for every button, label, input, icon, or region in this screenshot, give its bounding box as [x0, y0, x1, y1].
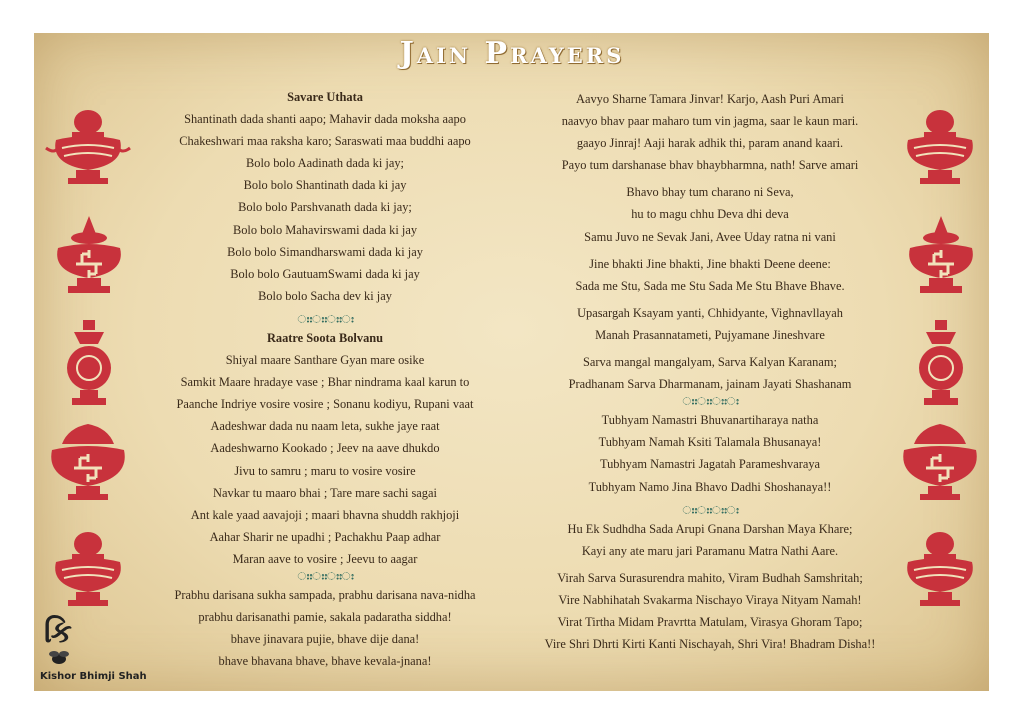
page-title: Jain Prayers — [399, 36, 625, 71]
kalash-swastika-icon — [46, 214, 132, 300]
prayer-line: Sarva mangal mangalyam, Sarva Kalyan Karanam; — [583, 355, 837, 370]
prayer-line: Pradhanam Sarva Dharmanam, jainam Jayati Shashanam — [568, 377, 852, 392]
right-column — [515, 88, 905, 655]
prayer-line: Tubhyam Namo Jina Bhavo Dadhi Shoshanaya!! — [588, 479, 832, 494]
kalash-icon — [44, 104, 132, 190]
prayer-line: Prabhu darisana sukha sampada, prabhu darisana nava-nidha — [174, 587, 476, 602]
prayer-line: Vire Shri Dhrti Kirti Kanti Nischayah, Shri Vira! Bhadram Disha!! — [544, 637, 876, 652]
prayer-line: bhave bhavana bhave, bhave kevala-jnana! — [218, 654, 432, 669]
prayer-line: Bolo bolo Sacha dev ki jay — [258, 288, 392, 303]
prayer-line: Bolo bolo Mahavirswami dada ki jay — [232, 222, 418, 237]
prayer-line: bhave jinavara pujie, bhave dije dana! — [230, 632, 420, 647]
kalash-swastika-icon — [44, 420, 132, 506]
left-column — [140, 86, 510, 672]
kalash-icon — [896, 528, 984, 614]
prayer-line: Tubhyam Namastri Jagatah Parameshvaraya — [599, 457, 821, 472]
prayer-line: Shantinath dada shanti aapo; Mahavir dada moksha aapo — [184, 112, 466, 127]
prayer-line: Aavyo Sharne Tamara Jinvar! Karjo, Aash Puri Amari — [576, 92, 844, 106]
prayer-line: Virat Tirtha Midam Pravrtta Matulam, Virasya Ghoram Tapo; — [557, 614, 863, 629]
prayer-line: Aadeshwarno Kookado ; Jeev na aave dhukdo — [210, 441, 440, 456]
section-heading-morning: Savare Uthata — [287, 90, 363, 104]
ornament-divider: ഃഃഃഃഃഃഃ — [297, 313, 353, 326]
prayer-line: Shiyal maare Santhare Gyan mare osike — [225, 353, 425, 368]
prayer-line: Payo tum darshanase bhav bhaybharmna, nath! Sarve amari — [561, 158, 859, 173]
prayer-line: Maran aave to vosire ; Jeevu to aagar — [232, 551, 418, 566]
author-logo — [44, 616, 78, 670]
prayer-line: hu to magu chhu Deva dhi deva — [631, 207, 789, 222]
prayer-line: Aahar Sharir ne upadhi ; Pachakhu Paap adhar — [209, 529, 441, 544]
lamp-icon — [904, 318, 978, 410]
prayer-line: Sada me Stu, Sada me Stu Sada Me Stu Bhave Bhave. — [575, 278, 845, 293]
prayer-line: Bolo bolo Aadinath dada ki jay; — [246, 156, 404, 171]
prayer-line: prabhu darisanathi pamie, sakala padaratha siddha! — [198, 610, 452, 625]
kalash-swastika-icon — [898, 214, 984, 300]
kalash-icon — [896, 104, 984, 190]
author-signature: Kishor Bhimji Shah — [40, 671, 147, 682]
lamp-icon — [52, 318, 126, 410]
prayer-line: Tubhyam Namah Ksiti Talamala Bhusanaya! — [598, 435, 822, 450]
prayer-line: Bhavo bhay tum charano ni Seva, — [626, 185, 794, 200]
kalash-icon — [44, 528, 132, 614]
prayer-line: gaayo Jinraj! Aaji harak adhik thi, param anand kaari. — [576, 136, 844, 151]
prayer-line: Upasargah Ksayam yanti, Chhidyante, Vighnavllayah — [577, 305, 843, 320]
prayer-line: naavyo bhav paar maharo tum vin jagma, saar le kaun mari. — [561, 114, 859, 129]
prayer-line: Samu Juvo ne Sevak Jani, Avee Uday ratna ni vani — [584, 229, 836, 244]
prayer-line: Jivu to samru ; maru to vosire vosire — [234, 463, 416, 478]
prayer-line: Manah Prasannatameti, Pujyamane Jineshvare — [595, 327, 825, 342]
prayer-line: Bolo bolo Simandharswami dada ki jay — [227, 244, 423, 259]
kalash-swastika-icon — [896, 420, 984, 506]
prayer-line: Bolo bolo GautuamSwami dada ki jay — [230, 266, 420, 281]
prayer-line: Virah Sarva Surasurendra mahito, Viram Budhah Samshritah; — [557, 570, 863, 585]
logo-glyph: કિ — [44, 615, 72, 650]
prayer-line: Jine bhakti Jine bhakti, Jine bhakti Deene deene: — [589, 256, 831, 271]
ornament-divider: ഃഃഃഃഃഃഃ — [682, 396, 738, 409]
prayer-line: Hu Ek Sudhdha Sada Arupi Gnana Darshan Maya Khare; — [567, 521, 853, 536]
prayer-line: Aadeshwar dada nu naam leta, sukhe jaye raat — [210, 419, 440, 434]
ornament-divider: ഃഃഃഃഃഃഃ — [297, 570, 353, 583]
prayer-line: Kayi any ate maru jari Paramanu Matra Nathi Aare. — [581, 543, 839, 558]
ornament-divider: ഃഃഃഃഃഃഃ — [682, 504, 738, 517]
prayer-line: Ant kale yaad aavajoji ; maari bhavna shuddh rakhjoji — [190, 507, 460, 522]
prayer-line: Vire Nabhihatah Svakarma Nischayo Viraya Nityam Namah! — [558, 592, 862, 607]
section-heading-night: Raatre Soota Bolvanu — [266, 330, 384, 345]
prayer-line: Bolo bolo Parshvanath dada ki jay; — [238, 200, 412, 215]
bee-icon — [44, 650, 74, 666]
prayer-line: Samkit Maare hradaye vase ; Bhar nindrama kaal karun to — [180, 375, 470, 390]
prayer-line: Bolo bolo Shantinath dada ki jay — [243, 178, 407, 193]
prayer-line: Chakeshwari maa raksha karo; Saraswati maa buddhi aapo — [179, 134, 471, 149]
prayer-line: Tubhyam Namastri Bhuvanartiharaya natha — [601, 413, 819, 428]
prayer-line: Paanche Indriye vosire vosire ; Sonanu kodiyu, Rupani vaat — [176, 397, 474, 412]
prayer-line: Navkar tu maaro bhai ; Tare mare sachi sagai — [213, 485, 437, 500]
